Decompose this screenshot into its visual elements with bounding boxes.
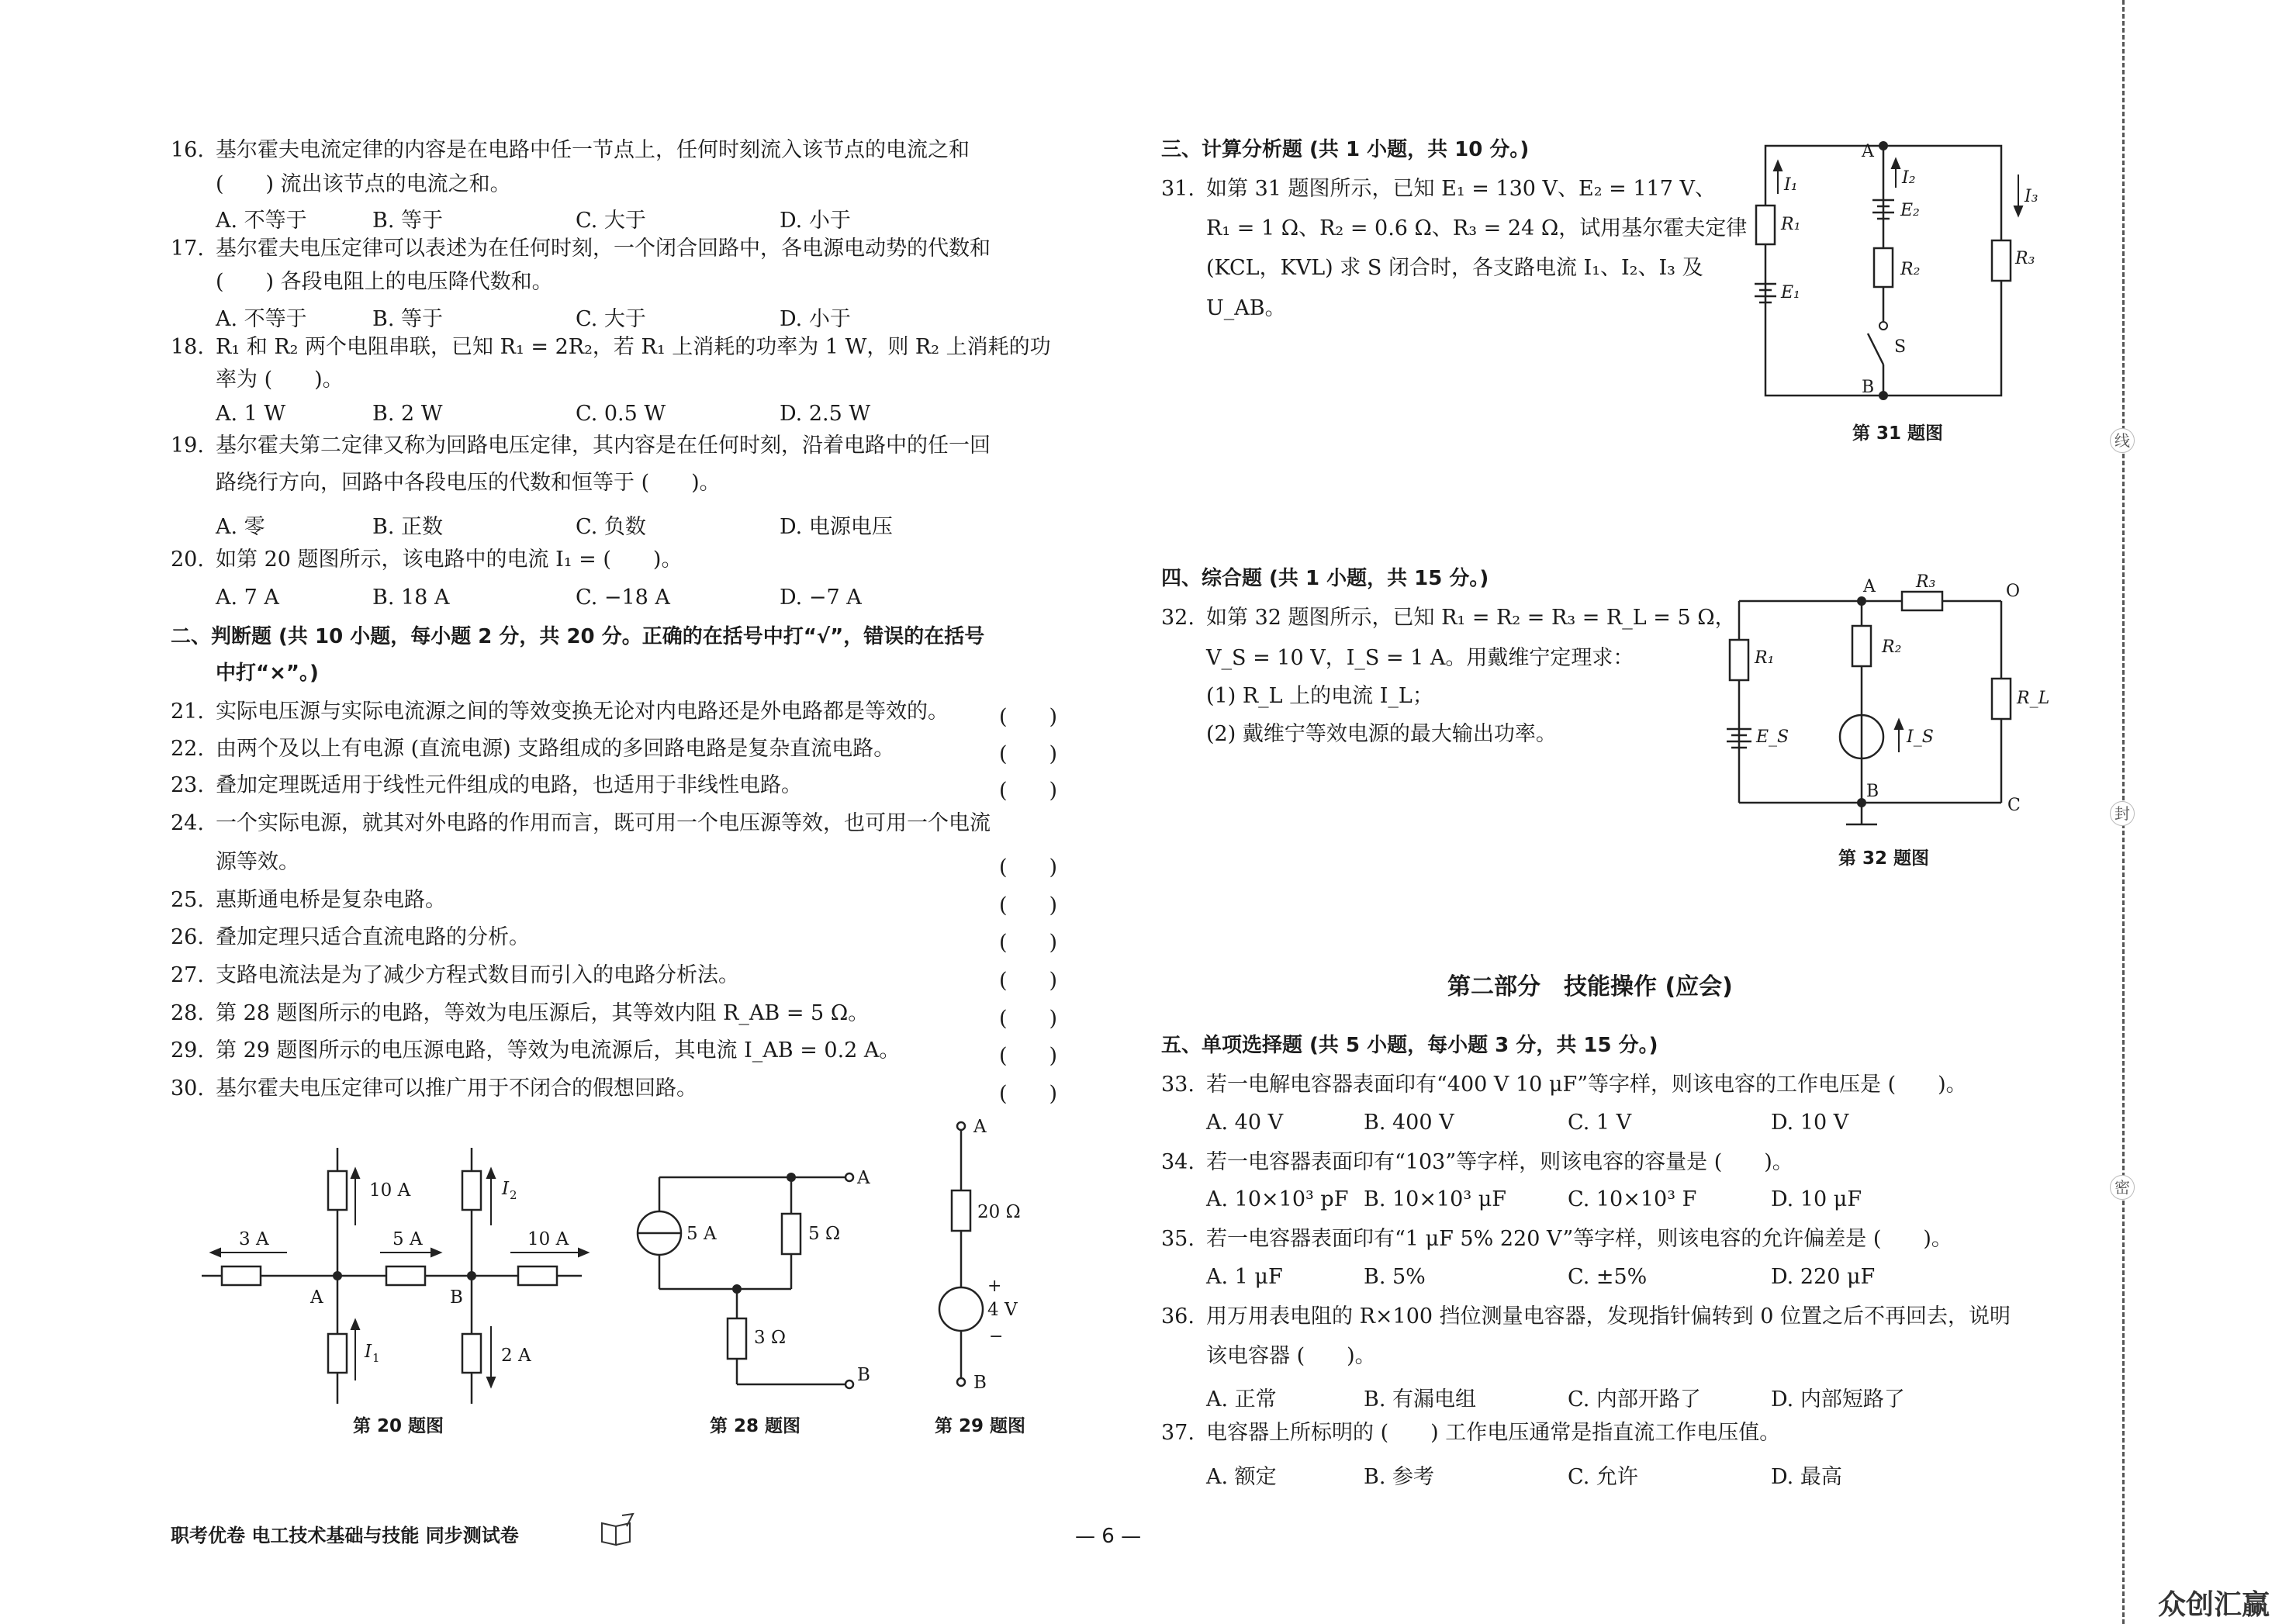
q25-text: 惠斯通电桥是复杂电路。 [216, 888, 446, 912]
q16-number: 16. [171, 138, 204, 162]
q21-number: 21. [171, 700, 204, 724]
q31-line3: (KCL，KVL) 求 S 闭合时，各支路电流 I₁、I₂、I₃ 及 [1206, 256, 1703, 280]
fig32-label-r3: R₃ [1916, 572, 1936, 592]
q16-option-c: C. 大于 [576, 209, 646, 233]
q35-option-a: A. 1 μF [1206, 1265, 1283, 1289]
q25-bracket[interactable]: ( ) [999, 893, 1058, 917]
q20-option-b: B. 18 A [372, 586, 450, 610]
q17-line1: 基尔霍夫电压定律可以表述为在任何时刻，一个闭合回路中，各电源电动势的代数和 [216, 237, 991, 261]
q28-bracket[interactable]: ( ) [999, 1007, 1058, 1031]
q20-option-c: C. −18 A [576, 586, 670, 610]
q29-number: 29. [171, 1038, 204, 1063]
q23-number: 23. [171, 773, 204, 797]
q18-option-b: B. 2 W [372, 402, 443, 426]
q19-line1: 基尔霍夫第二定律又称为回路电压定律，其内容是在任何时刻，沿着电路中的任一回 [216, 434, 991, 458]
q33-option-c: C. 1 V [1568, 1111, 1632, 1135]
q20-option-a: A. 7 A [216, 586, 279, 610]
q34-option-b: B. 10×10³ μF [1364, 1187, 1507, 1211]
q23-bracket[interactable]: ( ) [999, 779, 1058, 803]
q35-line1: 若一电容器表面印有“1 μF 5% 220 V”等字样，则该电容的允许偏差是 ( )。 [1206, 1227, 1952, 1251]
part2-heading: 第二部分 技能操作 (应会) [1447, 973, 1733, 1000]
q19-line2: 路绕行方向，回路中各段电压的代数和恒等于 ( )。 [216, 471, 721, 495]
fig32-node-b: B [1866, 782, 1879, 801]
q26-bracket[interactable]: ( ) [999, 931, 1058, 955]
q27-text: 支路电流法是为了减少方程式数目而引入的电路分析法。 [216, 963, 739, 987]
fig31-label-i3: I₃ [2025, 187, 2038, 206]
q18-line1: R₁ 和 R₂ 两个电阻串联，已知 R₁ = 2R₂，若 R₁ 上消耗的功率为 1 W，则 R₂ 上消耗的功 [216, 335, 1051, 359]
fig20-caption: 第 20 题图 [353, 1416, 444, 1436]
fig32-node-c: C [2007, 796, 2021, 815]
fig20-label-10a: 10 A [369, 1180, 411, 1201]
fig20-label-10a-b: 10 A [527, 1229, 569, 1249]
q31-line1: 如第 31 题图所示，已知 E₁ = 130 V、E₂ = 117 V、 [1206, 177, 1716, 201]
q34-line1: 若一电容器表面印有“103”等字样，则该电容的容量是 ( )。 [1206, 1150, 1793, 1174]
fig31-node-a: A [1862, 142, 1874, 161]
q26-number: 26. [171, 925, 204, 949]
fig32-label-r1: R₁ [1755, 648, 1775, 668]
fig29-caption: 第 29 题图 [935, 1416, 1026, 1436]
fig28-source-label: 5 A [686, 1224, 717, 1244]
q24-number: 24. [171, 811, 204, 835]
q17-option-b: B. 等于 [372, 307, 444, 331]
fig28-node-b: B [857, 1365, 870, 1385]
q23-text: 叠加定理既适用于线性元件组成的电路，也适用于非线性电路。 [216, 773, 802, 797]
fig31-label-e1: E₁ [1781, 283, 1800, 302]
fig29-resistor-label: 20 Ω [977, 1202, 1021, 1222]
q24-text: 一个实际电源，就其对外电路的作用而言，既可用一个电压源等效，也可用一个电流 [216, 811, 991, 835]
fig29-node-a: A [973, 1117, 987, 1137]
side-char-seal: 封 [2110, 801, 2135, 826]
q36-line2: 该电容器 ( )。 [1206, 1344, 1376, 1368]
q37-option-d: D. 最高 [1771, 1465, 1842, 1489]
fig29-minus: − [989, 1327, 1004, 1346]
fig28-r1-label: 5 Ω [808, 1224, 841, 1244]
q24-bracket[interactable]: ( ) [999, 855, 1058, 879]
fig32-label-r2: R₂ [1882, 638, 1902, 657]
q28-number: 28. [171, 1001, 204, 1025]
fig32-label-es: E_S [1756, 727, 1789, 747]
fig32-node-o: O [2006, 582, 2021, 601]
section2-heading: 二、判断题 (共 10 小题，每小题 2 分，共 20 分。正确的在括号中打“√”，错误的在括号 [171, 625, 985, 648]
fig31-label-e2: E₂ [1900, 201, 1920, 220]
q17-option-c: C. 大于 [576, 307, 646, 331]
q33-option-a: A. 40 V [1206, 1111, 1284, 1135]
q19-number: 19. [171, 434, 204, 458]
q30-text: 基尔霍夫电压定律可以推广用于不闭合的假想回路。 [216, 1076, 697, 1101]
side-char-secret: 密 [2110, 1175, 2135, 1200]
fig20-label-5a: 5 A [392, 1229, 423, 1249]
footer-series-title: 职考优卷 电工技术基础与技能 同步测试卷 [171, 1525, 519, 1546]
q36-option-c: C. 内部开路了 [1568, 1387, 1701, 1411]
fig32-label-is: I_S [1907, 727, 1934, 747]
q22-bracket[interactable]: ( ) [999, 742, 1058, 766]
q36-option-b: B. 有漏电组 [1364, 1387, 1477, 1411]
q26-text: 叠加定理只适合直流电路的分析。 [216, 925, 530, 949]
q17-option-d: D. 小于 [780, 307, 851, 331]
fig31-label-r3: R₃ [2015, 249, 2035, 268]
q35-number: 35. [1161, 1227, 1195, 1251]
fig31-switch-label: S [1894, 337, 1907, 357]
fig20-label-i1-sub: 1 [372, 1351, 380, 1365]
q33-option-b: B. 400 V [1364, 1111, 1454, 1135]
q37-option-b: B. 参考 [1364, 1465, 1435, 1489]
q32-line4: (2) 戴维宁等效电源的最大输出功率。 [1206, 722, 1557, 746]
q29-bracket[interactable]: ( ) [999, 1044, 1058, 1068]
q16-option-d: D. 小于 [780, 209, 851, 233]
figure-29-circuit [935, 1117, 1028, 1396]
fig20-node-b: B [450, 1287, 463, 1308]
q22-number: 22. [171, 737, 204, 761]
fig31-label-i1: I₁ [1784, 175, 1798, 195]
q32-line2: V_S = 10 V，I_S = 1 A。用戴维宁定理求： [1206, 646, 1634, 670]
watermark-logo: 众创汇赢 [2158, 1589, 2270, 1621]
q32-number: 32. [1161, 606, 1195, 630]
q35-option-c: C. ±5% [1568, 1265, 1648, 1289]
q19-option-c: C. 负数 [576, 515, 646, 539]
q17-option-a: A. 不等于 [216, 307, 307, 331]
q29-text: 第 29 题图所示的电压源电路，等效为电流源后，其电流 I_AB = 0.2 A。 [216, 1038, 901, 1063]
q31-line2: R₁ = 1 Ω、R₂ = 0.6 Ω、R₃ = 24 Ω，试用基尔霍夫定律 [1206, 216, 1748, 240]
q21-bracket[interactable]: ( ) [999, 705, 1058, 729]
figure-32-circuit [1722, 572, 2050, 834]
q28-text: 第 28 题图所示的电路，等效为电压源后，其等效内阻 R_AB = 5 Ω。 [216, 1001, 870, 1025]
fig29-plus: + [987, 1277, 1002, 1296]
fig31-caption: 第 31 题图 [1852, 423, 1944, 444]
fig29-source-label: 4 V [987, 1300, 1018, 1320]
q36-option-a: A. 正常 [1206, 1387, 1277, 1411]
section4-heading: 四、综合题 (共 1 小题，共 15 分。) [1161, 567, 1489, 590]
fig31-label-i2: I₂ [1902, 168, 1916, 188]
figure-28-circuit [621, 1156, 884, 1404]
q18-line2: 率为 ( )。 [216, 368, 344, 392]
q36-option-d: D. 内部短路了 [1771, 1387, 1905, 1411]
fig20-label-i1: I [365, 1342, 372, 1362]
q31-number: 31. [1161, 177, 1195, 201]
q16-line2: ( ) 流出该节点的电流之和。 [216, 172, 511, 196]
q16-line1: 基尔霍夫电流定律的内容是在电路中任一节点上，任何时刻流入该节点的电流之和 [216, 138, 970, 162]
figure-31-circuit [1753, 132, 2038, 403]
q24-text-cont: 源等效。 [216, 850, 299, 874]
fig32-label-rl: R_L [2017, 689, 2050, 708]
q20-number: 20. [171, 548, 204, 572]
fig20-label-2a: 2 A [501, 1346, 531, 1366]
q32-line3: (1) R_L 上的电流 I_L； [1206, 684, 1433, 708]
q34-option-a: A. 10×10³ pF [1206, 1187, 1349, 1211]
book-icon [599, 1512, 638, 1548]
q35-option-d: D. 220 μF [1771, 1265, 1876, 1289]
q33-option-d: D. 10 V [1771, 1111, 1849, 1135]
q31-line4: U_AB。 [1206, 296, 1286, 320]
fig28-r2-label: 3 Ω [754, 1328, 787, 1348]
q19-option-b: B. 正数 [372, 515, 444, 539]
q17-number: 17. [171, 237, 204, 261]
q20-line1: 如第 20 题图所示，该电路中的电流 I₁ = ( )。 [216, 548, 683, 572]
q30-bracket[interactable]: ( ) [999, 1082, 1058, 1106]
q37-option-c: C. 允许 [1568, 1465, 1638, 1489]
q35-option-b: B. 5% [1364, 1265, 1426, 1289]
q30-number: 30. [171, 1076, 204, 1101]
q34-option-d: D. 10 μF [1771, 1187, 1862, 1211]
q37-option-a: A. 额定 [1206, 1465, 1277, 1489]
fig28-caption: 第 28 题图 [710, 1416, 801, 1436]
q21-text: 实际电压源与实际电流源之间的等效变换无论对内电路还是外电路都是等效的。 [216, 700, 949, 724]
q18-option-c: C. 0.5 W [576, 402, 666, 426]
q18-number: 18. [171, 335, 204, 359]
q36-number: 36. [1161, 1304, 1195, 1329]
section5-heading: 五、单项选择题 (共 5 小题，每小题 3 分，共 15 分。) [1161, 1034, 1658, 1057]
fig20-node-a: A [310, 1287, 323, 1308]
fig20-label-3a: 3 A [239, 1229, 269, 1249]
q19-option-a: A. 零 [216, 515, 265, 539]
q17-line2: ( ) 各段电阻上的电压降代数和。 [216, 270, 553, 294]
q18-option-a: A. 1 W [216, 402, 286, 426]
q27-number: 27. [171, 963, 204, 987]
fig29-node-b: B [973, 1373, 987, 1393]
q34-option-c: C. 10×10³ F [1568, 1187, 1697, 1211]
section2-heading-cont: 中打“×”。) [216, 662, 319, 685]
q16-option-a: A. 不等于 [216, 209, 307, 233]
fig31-label-r1: R₁ [1781, 215, 1801, 234]
q18-option-d: D. 2.5 W [780, 402, 871, 426]
q33-line1: 若一电解电容器表面印有“400 V 10 μF”等字样，则该电容的工作电压是 ( )。 [1206, 1073, 1967, 1097]
q34-number: 34. [1161, 1150, 1195, 1174]
fig31-node-b: B [1862, 378, 1875, 397]
page-number: — 6 — [1075, 1525, 1142, 1548]
fig20-label-i2: I [502, 1179, 510, 1199]
q27-bracket[interactable]: ( ) [999, 969, 1058, 993]
q16-option-b: B. 等于 [372, 209, 444, 233]
section3-heading: 三、计算分析题 (共 1 小题，共 10 分。) [1161, 138, 1530, 161]
figure-20-circuit [194, 1140, 597, 1411]
q37-number: 37. [1161, 1421, 1195, 1445]
q36-line1: 用万用表电阻的 R×100 挡位测量电容器，发现指针偏转到 0 位置之后不再回去，说明 [1206, 1304, 2011, 1329]
q19-option-d: D. 电源电压 [780, 515, 893, 539]
fig32-node-a: A [1863, 577, 1876, 596]
q22-text: 由两个及以上有电源 (直流电源) 支路组成的多回路电路是复杂直流电路。 [216, 737, 895, 761]
q33-number: 33. [1161, 1073, 1195, 1097]
fig28-node-a: A [857, 1168, 870, 1188]
fig31-label-r2: R₂ [1900, 260, 1921, 279]
side-char-line: 线 [2110, 428, 2135, 453]
q37-line1: 电容器上所标明的 ( ) 工作电压通常是指直流工作电压值。 [1206, 1421, 1781, 1445]
fig20-label-i2-sub: 2 [510, 1188, 517, 1202]
q32-line1: 如第 32 题图所示，已知 R₁ = R₂ = R₃ = R_L = 5 Ω， [1206, 606, 1736, 630]
q20-option-d: D. −7 A [780, 586, 862, 610]
q25-number: 25. [171, 888, 204, 912]
fig32-caption: 第 32 题图 [1838, 848, 1930, 869]
